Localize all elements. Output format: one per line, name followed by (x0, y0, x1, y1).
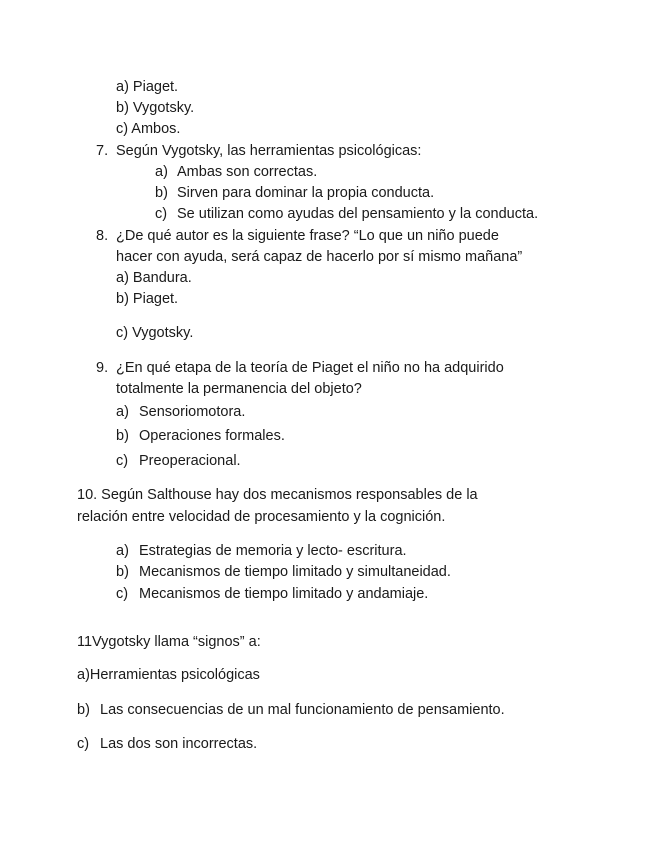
q9-number: 9. (96, 360, 109, 376)
q7-option-a-letter: a) (155, 164, 168, 180)
q7-option-c-text: Se utilizan como ayudas del pensamiento y la conducta. (177, 206, 539, 222)
q9-option-b-text: Operaciones formales. (139, 428, 285, 444)
q10-text-line2: relación entre velocidad de procesamiento y la cognición. (77, 509, 446, 525)
q8-text-line2: hacer con ayuda, será capaz de hacerlo por sí mismo mañana” (116, 249, 523, 265)
q10-option-c-letter: c) (116, 586, 129, 602)
q6-option-b: b) Vygotsky. (116, 100, 195, 116)
q11-option-b-letter: b) (77, 702, 90, 718)
q7-option-a-text: Ambas son correctas. (177, 164, 318, 180)
q10-option-b-text: Mecanismos de tiempo limitado y simultaneidad. (139, 564, 451, 580)
q6-option-a: a) Piaget. (116, 79, 179, 95)
q7-number: 7. (96, 143, 109, 159)
q10-option-c-text: Mecanismos de tiempo limitado y andamiaje. (139, 586, 429, 602)
q8-number: 8. (96, 228, 109, 244)
q10-option-a-text: Estrategias de memoria y lecto- escritura. (139, 543, 407, 559)
q8-option-a: a) Bandura. (116, 270, 192, 286)
q9-option-b-letter: b) (116, 428, 129, 444)
q7-option-b-text: Sirven para dominar la propia conducta. (177, 185, 435, 201)
q7-text: Según Vygotsky, las herramientas psicológicas: (116, 143, 422, 159)
q9-option-a-text: Sensoriomotora. (139, 404, 246, 420)
q10-option-a-letter: a) (116, 543, 129, 559)
q9-text-line2: totalmente la permanencia del objeto? (116, 381, 362, 397)
q9-option-a-letter: a) (116, 404, 129, 420)
q9-text-line1: ¿En qué etapa de la teoría de Piaget el niño no ha adquirido (116, 360, 504, 376)
q11-option-c-letter: c) (77, 736, 90, 752)
q10-option-b-letter: b) (116, 564, 129, 580)
q11-option-b-text: Las consecuencias de un mal funcionamiento de pensamiento. (100, 702, 505, 718)
q11-option-c-text: Las dos son incorrectas. (100, 736, 258, 752)
q9-option-c-letter: c) (116, 453, 129, 469)
q8-text-line1: ¿De qué autor es la siguiente frase? “Lo que un niño puede (116, 228, 499, 244)
q11-text: 11Vygotsky llama “signos” a: (77, 634, 261, 650)
q7-option-b-letter: b) (155, 185, 168, 201)
q8-option-c: c) Vygotsky. (116, 325, 194, 341)
q11-option-a: a)Herramientas psicológicas (77, 667, 260, 683)
q9-option-c-text: Preoperacional. (139, 453, 241, 469)
q6-option-c: c) Ambos. (116, 121, 181, 137)
q10-text-line1: 10. Según Salthouse hay dos mecanismos responsables de la (77, 487, 478, 503)
q7-option-c-letter: c) (155, 206, 168, 222)
q8-option-b: b) Piaget. (116, 291, 179, 307)
